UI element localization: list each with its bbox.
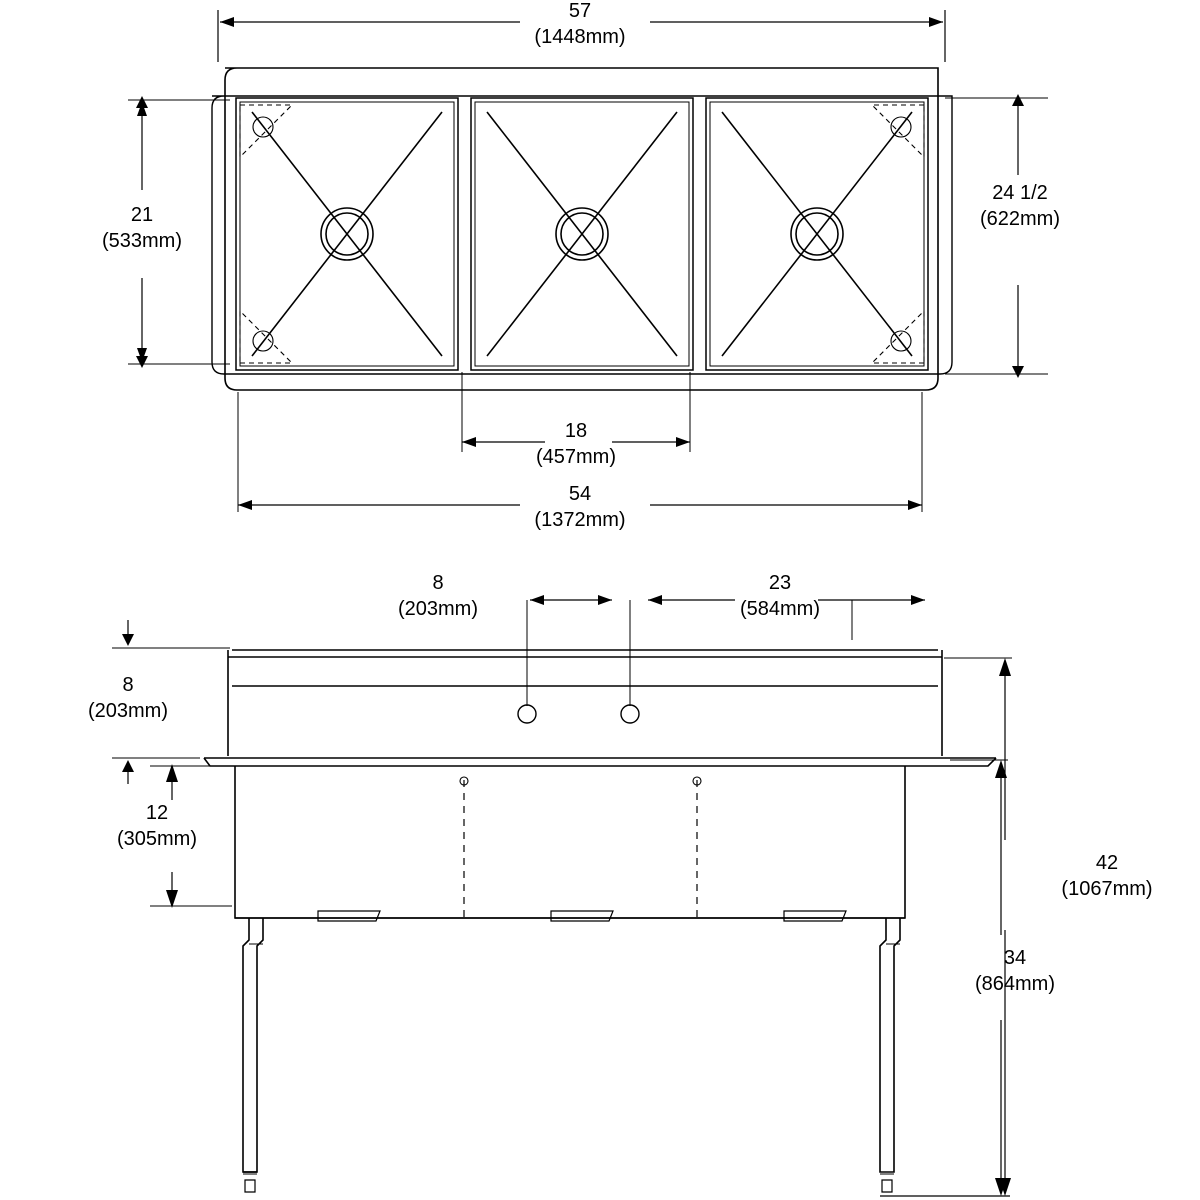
dim-metric: (1067mm) — [1061, 878, 1153, 900]
dim-front-overall-height — [1022, 850, 1192, 902]
dim-metric: (203mm) — [87, 700, 168, 722]
front-dimension-lines — [112, 600, 1012, 1196]
dim-top-overall-depth — [930, 180, 1110, 232]
dim-value: 8 — [432, 572, 444, 594]
dim-metric: (457mm) — [535, 446, 616, 468]
dim-top-inner-width — [500, 481, 660, 533]
dim-backsplash-height — [48, 672, 208, 724]
dim-value: 8 — [122, 674, 134, 696]
dim-metric: (305mm) — [116, 828, 197, 850]
dim-bowl-center-spacing — [700, 570, 860, 622]
dim-top-bowl-depth — [62, 202, 222, 254]
dim-metric: (622mm) — [979, 208, 1060, 230]
dim-value: 34 — [1003, 947, 1027, 969]
dim-value: 18 — [564, 420, 588, 442]
dim-metric: (203mm) — [397, 598, 478, 620]
dim-value: 42 — [1095, 852, 1119, 874]
dim-front-bowl-depth — [72, 800, 242, 852]
dim-value: 21 — [130, 204, 154, 226]
top-view-group — [212, 68, 952, 390]
dim-metric: (864mm) — [974, 973, 1055, 995]
dim-value: 24 1/2 — [992, 182, 1048, 204]
dim-metric: (584mm) — [739, 598, 820, 620]
dim-value: 54 — [568, 483, 592, 505]
dim-top-bowl-width — [496, 418, 656, 470]
dim-value: 57 — [568, 0, 592, 22]
dim-top-overall-width — [500, 0, 660, 50]
dim-faucet-spread — [358, 570, 518, 622]
dim-value: 12 — [145, 802, 169, 824]
dim-front-work-height — [930, 945, 1100, 997]
dim-metric: (1372mm) — [534, 509, 626, 531]
dim-metric: (533mm) — [101, 230, 182, 252]
dim-value: 23 — [768, 572, 792, 594]
dim-metric: (1448mm) — [534, 26, 626, 48]
front-view-group — [204, 650, 1010, 1196]
